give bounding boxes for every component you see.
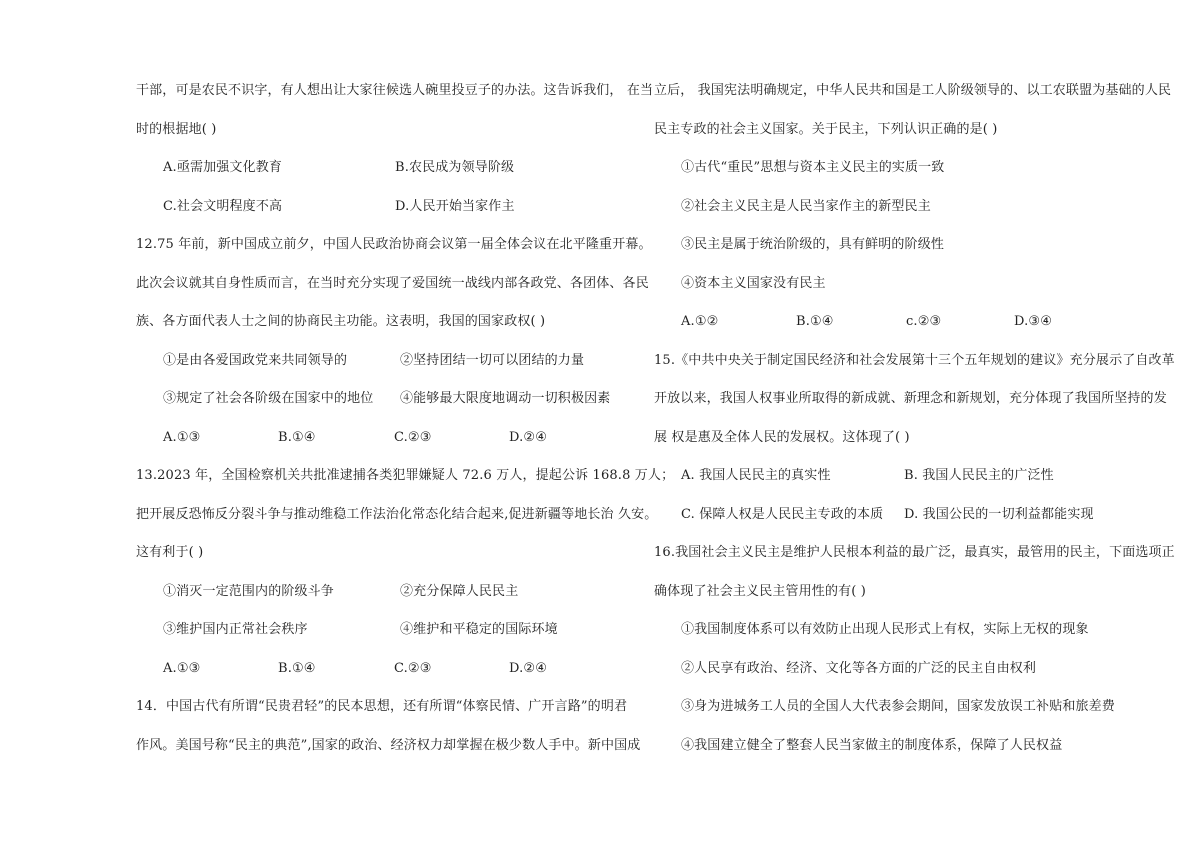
q13-item-4: ④维护和平稳定的国际环境 — [400, 622, 558, 637]
q14-choices-row — [654, 303, 1140, 342]
q13-choice-d: D.②④ — [509, 660, 548, 676]
q12-choice-b: B.①④ — [278, 429, 316, 445]
q11-option-b: B.农民成为领导阶级 — [395, 160, 515, 175]
q13-choices-row — [136, 650, 624, 689]
q12-items-row — [136, 380, 624, 419]
q13-item-2: ②充分保障人民民主 — [400, 583, 519, 599]
q11-option-c: C.社会文明程度不高 — [163, 198, 283, 214]
q15-options-row — [654, 457, 1140, 496]
q12-choices-row — [136, 419, 624, 458]
q12-stem-line: 此次会议就其自身性质而言，在当时充分实现了爱国统一战线内部各政党、各团体、各民 — [136, 275, 649, 291]
q14-item-3: ③民主是属于统治阶级的，具有鲜明的阶级性 — [681, 237, 945, 252]
q13-choice-a: A.①③ — [163, 660, 201, 676]
q16-stem-line: 16.我国社会主义民主是维护人民根本利益的最广泛，最真实，最管用的民主，下面选项正 — [654, 545, 1175, 560]
q11-options-row — [136, 188, 624, 227]
q12-item-1: ①是由各爱国政党来共同领导的 — [163, 352, 348, 368]
q16-item-3: ③身为进城务工人员的全国人大代表参会期间，国家发放误工补贴和旅差费 — [681, 699, 1115, 714]
q11-option-a: A.亟需加强文化教育 — [163, 160, 283, 175]
q12-stem-line: 12.75 年前，新中国成立前夕，中国人民政治协商会议第一届全体会议在北平隆重开幕。 — [136, 237, 652, 252]
left-column — [136, 72, 675, 765]
q12-choice-d: D.②④ — [509, 429, 548, 445]
q12-item-2: ②坚持团结一切可以团结的力量 — [400, 352, 585, 368]
q15-stem-line: 15.《中共中央关于制定国民经济和社会发展第十三个五年规划的建议》充分展示了自改革 — [654, 352, 1175, 368]
q12-item-3: ③规定了社会各阶级在国家中的地位 — [163, 391, 374, 406]
q14-item-4: ④资本主义国家没有民主 — [681, 275, 826, 291]
q12-choice-c: C.②③ — [394, 429, 432, 445]
q11-options-row — [136, 149, 624, 188]
q11-option-d: D.人民开始当家作主 — [395, 198, 515, 214]
q12-stem-line: 族、各方面代表人士之间的协商民主功能。这表明，我国的国家政权( ) — [136, 314, 546, 329]
q14-stem-line: 14．中国古代有所谓“民贵君轻”的民本思想，还有所谓“体察民情、广开言路”的明君 — [136, 699, 628, 714]
q15-option-c: C. 保障人权是人民民主专政的本质 — [681, 506, 884, 522]
q13-items-row — [136, 573, 624, 612]
q15-option-a: A. 我国人民民主的真实性 — [681, 468, 831, 483]
q13-choice-b: B.①④ — [278, 660, 316, 676]
q12-choice-a: A.①③ — [163, 429, 201, 445]
q13-stem-line: 13.2023 年，全国检察机关共批准逮捕各类犯罪嫌疑人 72.6 万人，提起公诉 168.8 万人； — [136, 468, 675, 483]
q13-items-row — [136, 611, 624, 650]
q14-choice-c: c.②③ — [906, 314, 942, 329]
q12-item-4: ④能够最大限度地调动一切积极因素 — [400, 391, 611, 406]
q15-option-b: B. 我国人民民主的广泛性 — [904, 468, 1054, 483]
q11-stem-line: 时的根据地( ) — [136, 121, 217, 137]
right-column — [654, 72, 1175, 765]
q13-stem-line: 这有利于( ) — [136, 545, 204, 560]
q14-stem-line: 民主专政的社会主义国家。关于民主，下列认识正确的是( ) — [654, 121, 998, 137]
q13-item-1: ①消灭一定范围内的阶级斗争 — [163, 583, 334, 599]
q15-stem-line: 开放以来，我国人权事业所取得的新成就、新理念和新规划，充分体现了我国所坚持的发 — [654, 391, 1167, 406]
q13-item-3: ③维护国内正常社会秩序 — [163, 622, 308, 637]
q14-stem-line: 作风。美国号称“民主的典范”,国家的政治、经济权力却掌握在极少数人手中。新中国成 — [136, 737, 641, 753]
q13-stem-line: 把开展反恐怖反分裂斗争与推动维稳工作法治化常态化结合起来,促进新疆等地长治 久安。 — [136, 506, 658, 522]
q14-item-1: ①古代“重民”思想与资本主义民主的实质一致 — [681, 160, 945, 175]
q16-item-4: ④我国建立健全了整套人民当家做主的制度体系，保障了人民权益 — [681, 737, 1063, 753]
q16-item-2: ②人民享有政治、经济、文化等各方面的广泛的民主自由权利 — [681, 660, 1037, 676]
q16-stem-line: 确体现了社会主义民主管用性的有( ) — [654, 583, 866, 599]
q14-choice-a: A.①② — [681, 314, 719, 329]
q11-stem-line: 干部，可是农民不识字，有人想出让大家往候选人碗里投豆子的办法。这告诉我们， 在当 — [136, 83, 654, 98]
q15-options-row — [654, 496, 1140, 535]
q16-item-1: ①我国制度体系可以有效防止出现人民形式上有权，实际上无权的现象 — [681, 622, 1089, 637]
q15-option-d: D. 我国公民的一切利益都能实现 — [904, 506, 1094, 522]
q14-choice-d: D.③④ — [1014, 314, 1053, 329]
q15-stem-line: 展 权是惠及全体人民的发展权。这体现了( ) — [654, 429, 910, 445]
q14-stem-line: 立后， 我国宪法明确规定，中华人民共和国是工人阶级领导的、以工农联盟为基础的人民 — [654, 83, 1172, 98]
q13-choice-c: C.②③ — [394, 660, 432, 676]
q14-choice-b: B.①④ — [796, 314, 834, 329]
q14-item-2: ②社会主义民主是人民当家作主的新型民主 — [681, 198, 931, 214]
q12-items-row — [136, 342, 624, 381]
